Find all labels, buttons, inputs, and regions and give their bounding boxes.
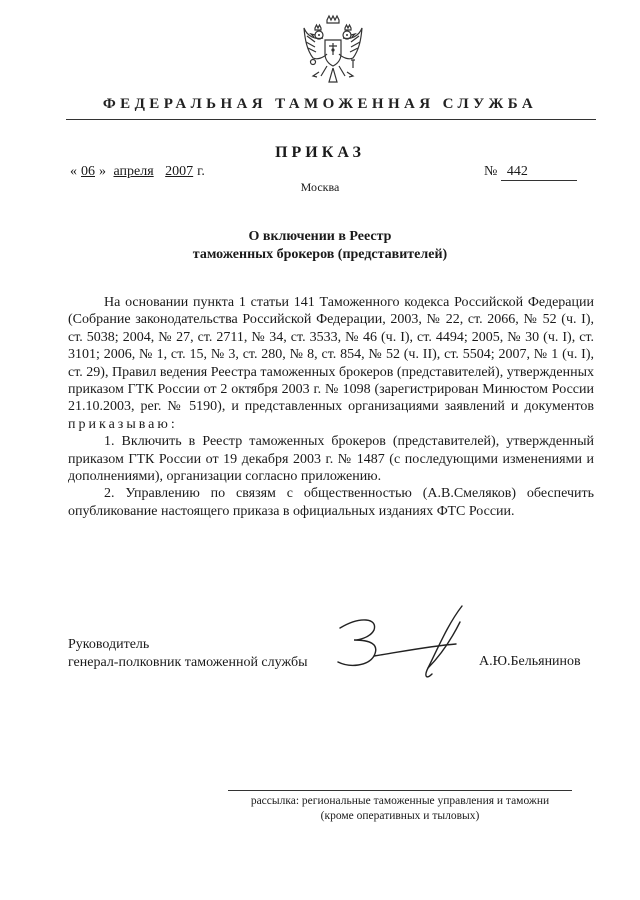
order-subject — [0, 228, 640, 264]
order-date — [70, 164, 205, 180]
subject-line-2: таможенных брокеров (представителей) — [192, 247, 448, 262]
signer-name: А.Ю.Бельянинов — [479, 654, 581, 669]
agency-name: ФЕДЕРАЛЬНАЯ ТАМОЖЕННАЯ СЛУЖБА — [102, 96, 538, 112]
item-1: 1. Включить в Реестр таможенных брокеров (представителей), утвержденный приказом ГТК России от 19 декабря 2003 г. № 1487 (с последующими изменениями и дополнениями), организации согласно приложению. — [68, 434, 594, 485]
distribution-line-1: рассылка: региональные таможенные управления и таможни — [250, 795, 550, 807]
order-body — [68, 294, 594, 520]
preamble-paragraph — [68, 294, 594, 433]
handwritten-signature-icon — [330, 598, 480, 688]
date-month: апреля — [113, 164, 154, 179]
distribution-line-2: (кроме оперативных и тыловых) — [320, 810, 480, 822]
order-city: Москва — [300, 180, 340, 194]
date-year: 2007 — [165, 164, 194, 179]
order-number — [484, 164, 577, 181]
preamble-text: На основании пункта 1 статьи 141 Таможенного кодекса Российской Федерации (Собрание законодательства Российской Федерации, 2003, № 22, ст. 2066, № 52 (ч. I), ст. 5038; 2004, № 27, ст. 2711, № 34, ст. 3533, № 46 (ч. I), ст. 4494; 2005, № 30 (ч. I), ст. 3101; 2006, № 1, ст. 15, № 3, ст. 280, № 8, ст. 854, № 52 (ч. II), ст. 5504; 2007, № 1 (ч. I), ст. 29), Правил ведения Реестра таможенных брокеров (представителей), утвержденных приказом ГТК России от 2 октября 2003 г. № 1098 (зарегистрирован Минюстом России 21.10.2003, рег. № 5190), и представленных организациями заявлений и документов — [68, 295, 594, 415]
order-word: приказываю: — [68, 416, 178, 432]
subject-line-1: О включении в Реестр — [248, 229, 392, 244]
date-day: 06 — [81, 164, 95, 179]
date-open-quote: « — [70, 164, 77, 179]
distribution-list — [228, 794, 572, 824]
number-value: 442 — [501, 164, 577, 181]
order-title: ПРИКАЗ — [275, 144, 365, 161]
date-close-quote: » — [99, 164, 106, 179]
header-divider — [66, 119, 596, 120]
distribution-divider — [228, 790, 572, 791]
date-suffix: г. — [197, 164, 205, 179]
signer-position — [68, 636, 307, 672]
signer-position-line-1: Руководитель — [68, 637, 150, 652]
double-headed-eagle-icon — [301, 14, 365, 92]
item-2: 2. Управлению по связям с общественностью (А.В.Смеляков) обеспечить опубликование настоящего приказа в официальных изданиях ФТС России. — [68, 486, 594, 519]
number-prefix: № — [484, 164, 498, 179]
signer-position-line-2: генерал-полковник таможенной службы — [68, 655, 308, 670]
